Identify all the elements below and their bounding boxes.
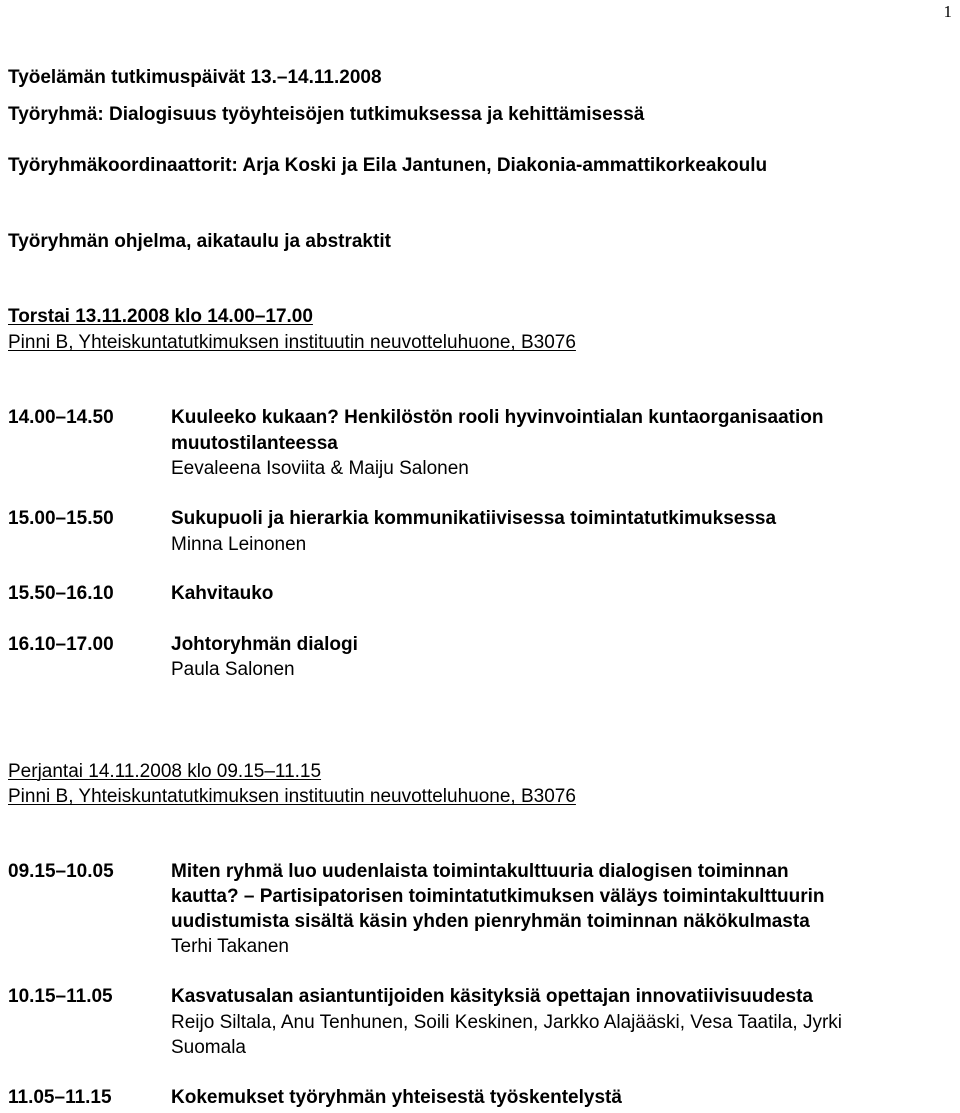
session-title-bold: Kuuleeko kukaan?	[171, 407, 339, 428]
session-time: 09.15–10.05	[8, 861, 114, 882]
session-authors-line2: Suomala	[171, 1037, 246, 1058]
session-title: Kahvitauko	[171, 583, 274, 604]
day1-location: Pinni B, Yhteiskuntatutkimuksen instituutin neuvotteluhuone, B3076	[8, 332, 576, 353]
session-title: Kokemukset työryhmän yhteisestä työskentelystä	[171, 1087, 622, 1108]
session-authors: Eevaleena Isoviita & Maiju Salonen	[171, 458, 469, 479]
coordinators: Työryhmäkoordinaattorit: Arja Koski ja Eila Jantunen, Diakonia-ammattikorkeakoulu	[8, 155, 768, 176]
session-title	[171, 406, 823, 430]
session-time: 15.50–16.10	[8, 583, 114, 604]
session-title-line2: kautta? – Partisipatorisen toimintatutkimuksen väläys toimintakulttuurin	[171, 886, 825, 907]
session-time: 10.15–11.05	[8, 986, 113, 1007]
page-number: 1	[943, 2, 952, 21]
program-title: Työryhmän ohjelma, aikataulu ja abstraktit	[8, 231, 391, 252]
session-authors: Paula Salonen	[171, 659, 295, 680]
session-authors-line1: Reijo Siltala, Anu Tenhunen, Soili Keskinen, Jarkko Alajääski, Vesa Taatila, Jyrki	[171, 1012, 843, 1033]
session-title-line1: Miten ryhmä luo uudenlaista toimintakulttuuria dialogisen toiminnan	[171, 861, 789, 882]
session-time: 14.00–14.50	[8, 407, 114, 428]
workgroup-title: Työryhmä: Dialogisuus työyhteisöjen tutkimuksessa ja kehittämisessä	[8, 104, 645, 125]
session-title-line3: uudistumista sisältä käsin yhden pienryhmän toiminnan näkökulmasta	[171, 911, 810, 932]
session-time: 11.05–11.15	[8, 1087, 112, 1108]
session-title-line2: muutostilanteessa	[171, 433, 338, 454]
session-time: 15.00–15.50	[8, 508, 114, 529]
session-title-rest: Henkilöstön rooli hyvinvointialan kuntaorganisaation	[338, 407, 824, 428]
session-authors: Minna Leinonen	[171, 534, 307, 555]
session-time: 16.10–17.00	[8, 634, 114, 655]
event-title: Työelämän tutkimuspäivät 13.–14.11.2008	[8, 67, 382, 88]
day1-heading: Torstai 13.11.2008 klo 14.00–17.00	[8, 306, 313, 327]
session-title: Kasvatusalan asiantuntijoiden käsityksiä opettajan innovatiivisuudesta	[171, 986, 813, 1007]
session-authors: Terhi Takanen	[171, 936, 289, 957]
day2-heading: Perjantai 14.11.2008 klo 09.15–11.15	[8, 761, 322, 782]
session-title: Sukupuoli ja hierarkia kommunikatiivisessa toimintatutkimuksessa	[171, 508, 777, 529]
session-title: Johtoryhmän dialogi	[171, 634, 358, 655]
day2-location: Pinni B, Yhteiskuntatutkimuksen instituutin neuvotteluhuone, B3076	[8, 786, 576, 807]
